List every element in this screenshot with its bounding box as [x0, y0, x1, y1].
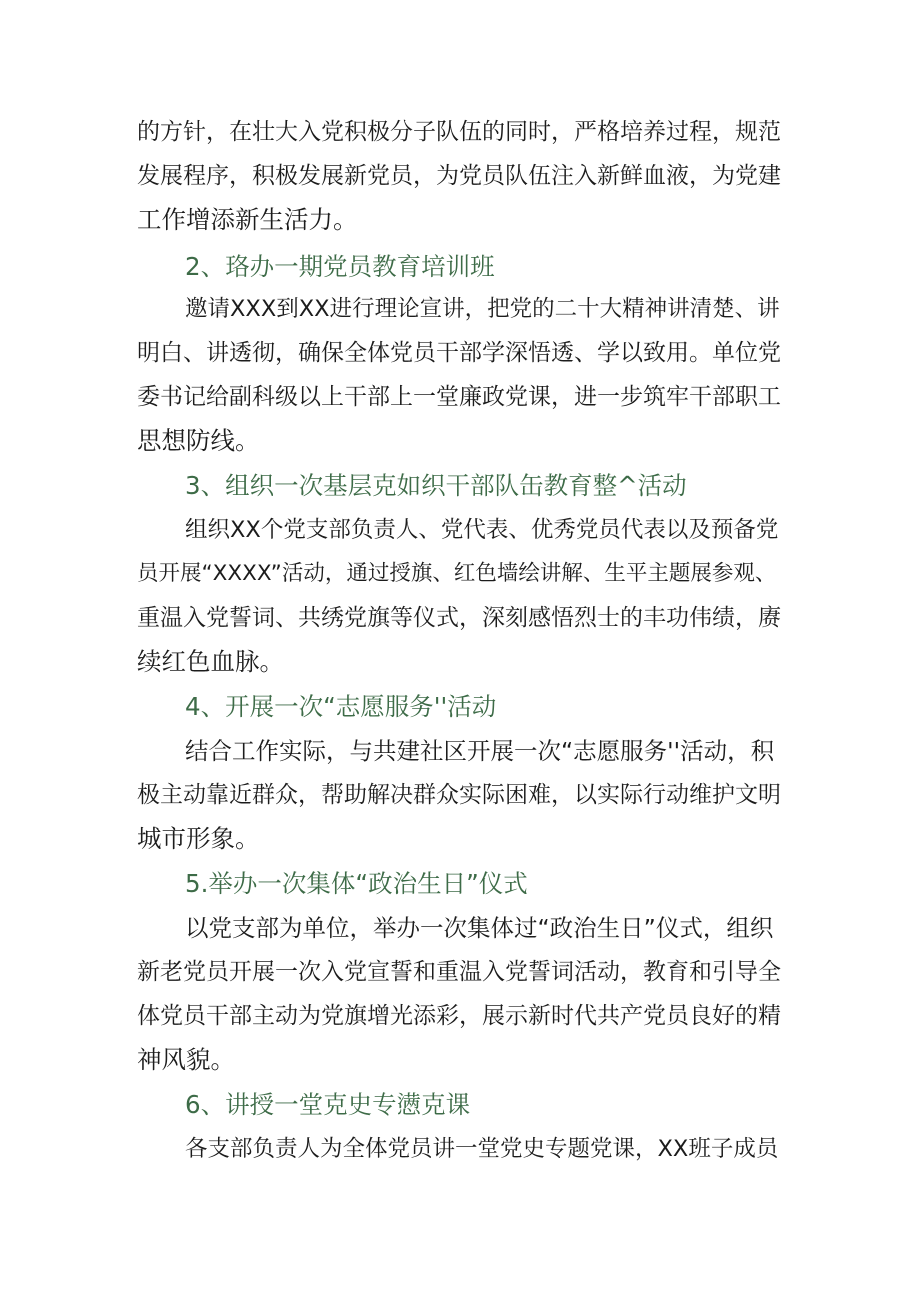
paragraph-line: 重温入党誓词、共绣党旗等仪式，深刻感悟烈士的丰功伟绩，赓: [137, 605, 781, 631]
section-heading: 3、组织一次基层克如织干部队缶教育整^活动: [185, 471, 687, 500]
paragraph-line: 神风貌。: [137, 1045, 235, 1074]
section-heading: 4、开展一次“志愿服务''活动: [185, 692, 497, 721]
section-heading: 2、珞办一期党员教育培训班: [185, 252, 495, 281]
paragraph-line: 员开展“XXXX”活动，通过授旗、红色墙绘讲解、生平主题展参观、: [137, 561, 777, 586]
paragraph-line: 工作增添新生活力。: [137, 205, 358, 234]
paragraph-line: 新老党员开展一次入党宣誓和重温入党誓词活动，教育和引导全: [137, 959, 781, 985]
paragraph-line: 的方针，在壮大入党积极分子队伍的同时，严格培养过程，规范: [137, 119, 781, 145]
section-heading: 5.举办一次集体“政治生日”仪式: [185, 869, 528, 898]
paragraph-line: 城市形象。: [137, 824, 260, 853]
paragraph-line: 续红色血脉。: [137, 647, 284, 676]
paragraph-line: 委书记给副科级以上干部上一堂廉政党课，进一步筑牢干部职工: [137, 384, 781, 410]
paragraph-line: 各支部负责人为全体党员讲一堂党史专题党课，XX班子成员: [185, 1136, 779, 1162]
paragraph-line: 思想防线。: [137, 426, 260, 455]
paragraph-line: 邀请XXX到XX进行理论宣讲，把党的二十大精神讲清楚、讲: [185, 296, 780, 322]
paragraph-line: 结合工作实际，与共建社区开展一次“志愿服务''活动，积: [185, 737, 775, 765]
paragraph-line: 明白、讲透彻，确保全体党员干部学深悟透、学以致用。单位党: [137, 340, 781, 366]
paragraph-line: 组织XX个党支部负责人、党代表、优秀党员代表以及预备党: [185, 517, 779, 543]
section-heading: 6、讲授一堂克史专懑克课: [185, 1090, 471, 1119]
paragraph-line: 以党支部为单位，举办一次集体过“政治生日”仪式，组织: [185, 914, 774, 942]
paragraph-line: 体党员干部主动为党旗增光添彩，展示新时代共产党员良好的精: [137, 1003, 781, 1029]
paragraph-line: 极主动靠近群众，帮助解决群众实际困难，以实际行动维护文明: [137, 782, 781, 808]
paragraph-line: 发展程序，积极发展新党员，为党员队伍注入新鲜血液，为党建: [137, 163, 781, 189]
